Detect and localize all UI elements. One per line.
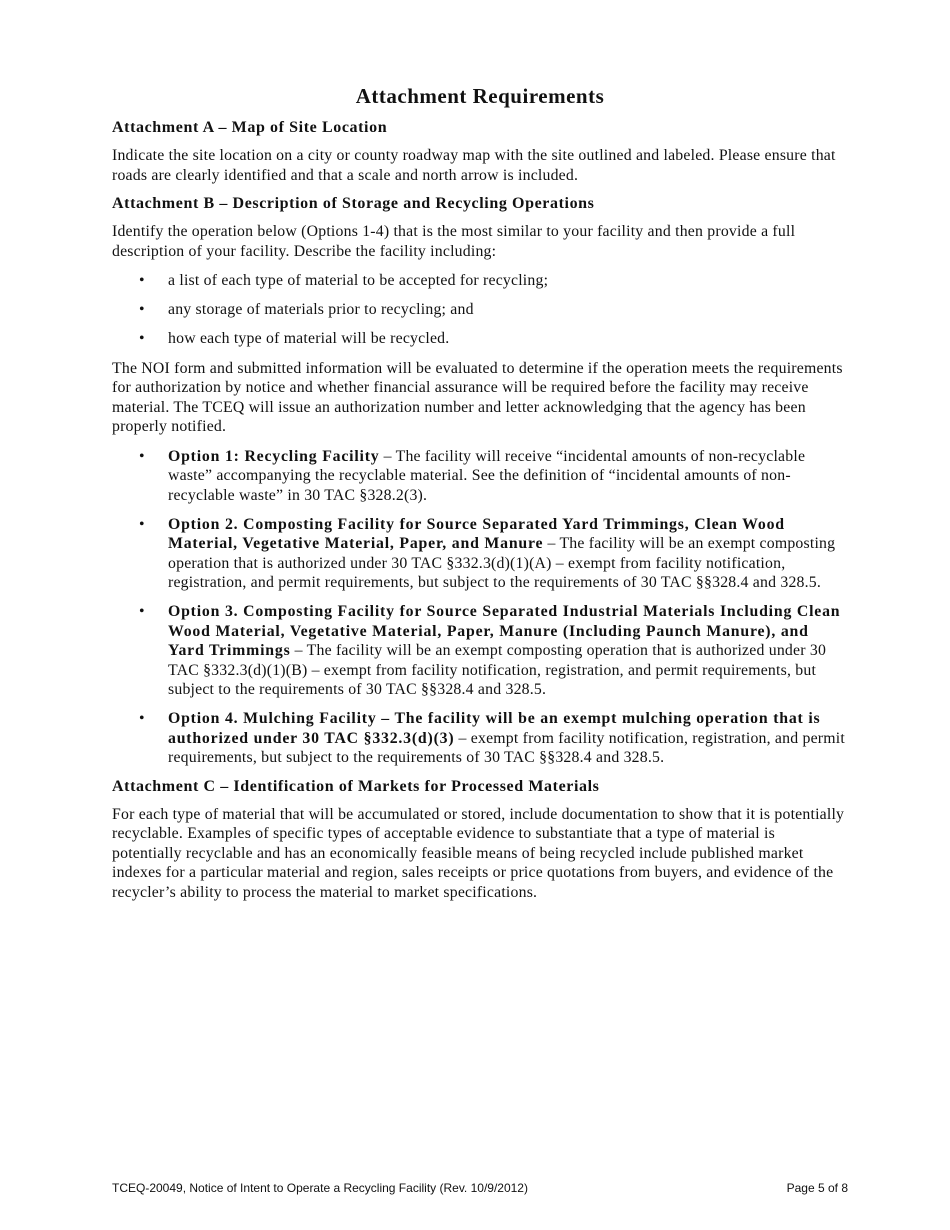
option-3-item [112, 602, 848, 700]
bullet-icon: • [139, 301, 145, 318]
option-2-text: – The facility will be an exempt composting operation that is authorized under 30 TAC §332.3(d)(1)(A) – exempt from facility notification, registration, and permit requirements, but subject to the requirements of 30 TAC §§328.4 and 328.5. [168, 535, 836, 591]
option-2-item [112, 515, 848, 593]
list-item [112, 271, 848, 291]
option-3-title: Option 3. Composting Facility for Source Separated Industrial Materials Including Clean Wood Material, Vegetative Material, Paper, Manure (Including Paunch Manure), and Yard Trimmings [168, 603, 841, 659]
attachment-b-intro: Identify the operation below (Options 1-4) that is the most similar to your facility and then provide a full description of your facility. Describe the facility including: [112, 223, 796, 260]
attachment-a-text: Indicate the site location on a city or county roadway map with the site outlined and labeled. Please ensure that roads are clearly identified and that a scale and north arrow is included. [112, 147, 836, 184]
footer-page-number: Page 5 of 8 [786, 1181, 848, 1195]
option-3-text: – The facility will be an exempt composting operation that is authorized under 30 TAC §332.3(d)(1)(B) – exempt from facility notification, registration, and permit requirements, but subject to the requirements of 30 TAC §§328.4 and 328.5. [168, 642, 827, 698]
list-item [112, 329, 848, 349]
option-1-title: Option 1: Recycling Facility [168, 447, 380, 465]
list-item [112, 300, 848, 320]
list-item-text: how each type of material will be recycled. [168, 330, 450, 347]
attachment-b-heading: Attachment B – Description of Storage and Recycling Operations [112, 195, 595, 212]
description-list [112, 271, 848, 349]
bullet-icon: • [139, 710, 145, 727]
list-item-text: a list of each type of material to be accepted for recycling; [168, 272, 549, 289]
attachment-c-heading: Attachment C – Identification of Markets for Processed Materials [112, 777, 600, 795]
option-4-title: Option 4. Mulching Facility – The facility will be an exempt mulching operation that is authorized under 30 TAC §332.3(d)(3) [168, 710, 821, 747]
list-item-text: any storage of materials prior to recycling; and [168, 301, 474, 318]
bullet-icon: • [139, 603, 145, 620]
attachment-a-heading: Attachment A – Map of Site Location [112, 119, 388, 136]
attachment-c-text: For each type of material that will be accumulated or stored, include documentation to show that it is potentially recyclable. Examples of specific types of acceptable evidence to substantiate that a type of material is potentially recyclable and has an economically feasible means of being recycled include published market indexes for a particular material and region, sales receipts or price quotations from buyers, and evidence of the recycler’s ability to process the material to market specifications. [112, 805, 845, 901]
option-1-text: – The facility will receive “incidental amounts of non-recyclable waste” accompanying the recyclable material. See the definition of “incidental amounts of non-recyclable waste” in 30 TAC §328.2(3). [168, 447, 806, 504]
page-title: Attachment Requirements [355, 84, 605, 108]
bullet-icon: • [139, 515, 145, 533]
option-2-title: Option 2. Composting Facility for Source Separated Yard Trimmings, Clean Wood Material, Vegetative Material, Paper, and Manure [168, 515, 785, 552]
bullet-icon: • [139, 272, 145, 289]
noi-evaluation-text: The NOI form and submitted information will be evaluated to determine if the operation meets the requirements for authorization by notice and whether financial assurance will be required before the facility may receive material. The TCEQ will issue an authorization number and letter acknowledging that the agency has been properly notified. [112, 359, 843, 435]
footer-form-id: TCEQ-20049, Notice of Intent to Operate a Recycling Facility (Rev. 10/9/2012) [112, 1181, 528, 1195]
option-4-item [112, 709, 848, 768]
document-page [112, 84, 848, 912]
option-1-item [112, 447, 848, 506]
bullet-icon: • [139, 330, 145, 347]
bullet-icon: • [139, 447, 145, 465]
options-list [112, 447, 848, 768]
option-4-text: – exempt from facility notification, registration, and permit requirements, but subject to the requirements of 30 TAC §§328.4 and 328.5. [168, 729, 845, 766]
